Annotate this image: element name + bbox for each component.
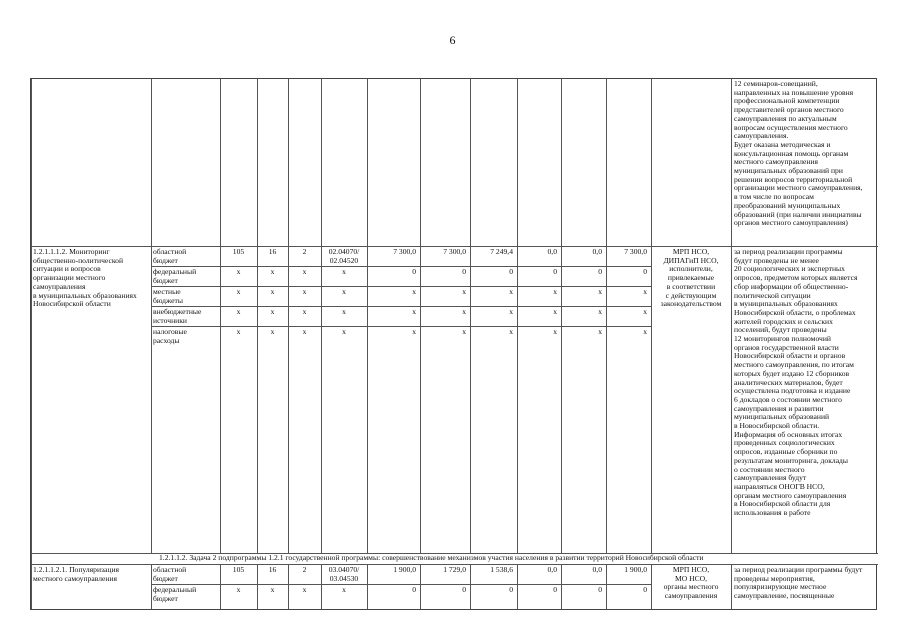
budget-cell: 0,0 — [592, 565, 602, 574]
page-number: 6 — [449, 33, 456, 47]
budget-cell: x — [412, 327, 416, 336]
col-divider — [257, 79, 258, 609]
measure2-result: за период реализации программы будут проведены мероприятия, популяризирующие местное самоуправление, посвященные — [734, 565, 863, 601]
funding-source: федеральный бюджет — [153, 267, 197, 285]
col-divider — [321, 79, 322, 609]
budget-cell: x — [553, 307, 557, 316]
col-divider — [470, 79, 471, 609]
budget-cell: x — [236, 327, 241, 336]
budget-cell: x — [270, 267, 275, 276]
budget-cell: x — [302, 287, 307, 296]
budget-cell: 03.04070/ 03.04530 — [328, 565, 360, 583]
budget-cell: 0 — [598, 267, 602, 276]
budget-cell: 105 — [232, 247, 245, 256]
budget-cell: x — [342, 307, 346, 316]
budget-cell: 7 249,4 — [490, 247, 513, 256]
budget-cell: x — [412, 307, 416, 316]
measure1-executors: МРП НСО, ДИПАГиП НСО, исполнители, привлекаемые в соответствии с действующим законодательством — [660, 247, 722, 309]
row-divider — [151, 306, 651, 307]
budget-cell: 0 — [462, 585, 466, 594]
budget-cell: x — [412, 287, 416, 296]
budget-cell: x — [462, 327, 466, 336]
row-divider — [151, 584, 651, 585]
budget-cell: x — [342, 327, 346, 336]
col-divider — [517, 79, 518, 609]
budget-cell: 1 900,0 — [624, 565, 647, 574]
budget-cell: x — [462, 287, 466, 296]
budget-cell: 0 — [598, 585, 602, 594]
budget-cell: x — [509, 287, 513, 296]
col-divider — [561, 79, 562, 609]
budget-cell: 0,0 — [592, 247, 602, 256]
budget-cell: x — [462, 307, 466, 316]
budget-cell: x — [236, 307, 241, 316]
budget-cell: x — [302, 327, 307, 336]
funding-source: налоговые расходы — [153, 327, 187, 345]
funding-source: областной бюджет — [153, 565, 187, 583]
budget-cell: 0 — [462, 267, 466, 276]
budget-cell: x — [236, 585, 241, 594]
budget-cell: 16 — [268, 247, 277, 256]
measure1-name: 1.2.1.1.1.2. Мониторинг общественно-политической ситуации и вопросов организации местного самоуправления в муниципальных образованиях Новосибирской области — [33, 247, 137, 309]
budget-cell: 0 — [412, 585, 416, 594]
budget-cell: x — [553, 287, 557, 296]
budget-cell: 0 — [553, 267, 557, 276]
budget-cell: x — [236, 267, 241, 276]
budget-cell: x — [342, 267, 346, 276]
budget-cell: x — [270, 307, 275, 316]
col-divider — [606, 79, 607, 609]
budget-cell: 0 — [509, 585, 513, 594]
col-divider — [651, 79, 652, 609]
budget-cell: x — [509, 307, 513, 316]
budget-cell: 0 — [509, 267, 513, 276]
budget-cell: x — [302, 585, 307, 594]
budget-cell: x — [342, 585, 346, 594]
measure2-name: 1.2.1.1.2.1. Популяризация местного самоуправления — [33, 565, 120, 583]
budget-cell: x — [598, 287, 602, 296]
budget-cell: 0 — [643, 585, 647, 594]
budget-cell: 1 538,6 — [490, 565, 513, 574]
col-divider — [31, 79, 32, 609]
funding-source: федеральный бюджет — [153, 585, 197, 603]
budget-cell: x — [643, 327, 647, 336]
budget-cell: 02.04070/ 02.04520 — [328, 247, 360, 265]
row-divider — [151, 326, 651, 327]
budget-cell: 1 900,0 — [393, 565, 416, 574]
budget-cell: 7 300,0 — [624, 247, 647, 256]
budget-cell: 0 — [553, 585, 557, 594]
budget-cell: x — [302, 267, 307, 276]
task-header: 1.2.1.1.2. Задача 2 подпрограммы 1.2.1 государственной программы: совершенствование механизмов участия населения в развитии территорий Новосибирской области — [159, 553, 704, 562]
row-divider — [151, 286, 651, 287]
measure2-executors: МРП НСО, МО НСО, органы местного самоуправления — [663, 565, 719, 601]
budget-cell: 105 — [232, 565, 245, 574]
measure1-result: за период реализации программы будут проведены не менее 20 социологических и экспертных опросов, предметом которых является сбор информации об общественно- политической ситуации в муниципальных образованиях Новосибирской области, о проблемах жителей городских и сельских поселений, будут проведены 12 мониторингов полномочий органов государственной власти Новосибирской области и органов местного самоуправления, по итогам которых будет издано 12 сборников аналитических материалов, будет осуществлена подготовка и издание 6 докладов о состоянии местного самоуправления и развитии муниципальных образований в Новосибирской области. Информация об основных итогах проведенных социологических опросов, изданные сборники по результатам мониторинга, доклады о состоянии местного самоуправления будут направляться ОНОГВ НСО, органам местного самоуправления в Новосибирской области для использования в работе — [734, 247, 858, 518]
col-divider — [731, 79, 732, 609]
budget-cell: 2 — [302, 247, 307, 256]
budget-cell: x — [509, 327, 513, 336]
budget-cell: 0,0 — [547, 565, 557, 574]
budget-cell: 0 — [412, 267, 416, 276]
funding-source: внебюджетные источники — [153, 307, 202, 325]
budget-cell: x — [598, 307, 602, 316]
col-divider — [367, 79, 368, 609]
col-divider — [420, 79, 421, 609]
budget-cell: x — [302, 307, 307, 316]
budget-cell: 16 — [268, 565, 277, 574]
col-divider — [151, 79, 152, 609]
budget-cell: x — [236, 287, 241, 296]
budget-cell: x — [270, 287, 275, 296]
budget-cell: 1 729,0 — [443, 565, 466, 574]
budget-cell: x — [342, 287, 346, 296]
funding-source: местные бюджеты — [153, 287, 183, 305]
budget-cell: x — [270, 585, 275, 594]
budget-cell: x — [598, 327, 602, 336]
col-divider — [288, 79, 289, 609]
budget-cell: 7 300,0 — [443, 247, 466, 256]
budget-cell: x — [270, 327, 275, 336]
budget-cell: 0,0 — [547, 247, 557, 256]
budget-cell: 7 300,0 — [393, 247, 416, 256]
budget-cell: x — [643, 287, 647, 296]
col-divider — [220, 79, 221, 609]
budget-cell: 0 — [643, 267, 647, 276]
budget-table — [30, 78, 877, 610]
budget-cell: 2 — [302, 565, 307, 574]
budget-cell: x — [553, 327, 557, 336]
funding-source: областной бюджет — [153, 247, 187, 265]
budget-cell: x — [643, 307, 647, 316]
row-divider — [151, 266, 651, 267]
top-block-result: 12 семинаров-совещаний, направленных на повышение уровня профессиональной компетенции представителей органов местного самоуправления по актуальным вопросам осуществления местного самоуправления. Будет оказана методическая и консультационная помощь органам местного самоуправления муниципальных образований при решении вопросов территориальной организации местного самоуправления, в том числе по вопросам преобразований муниципальных образований (при наличии инициативы органов местного самоуправления) — [734, 79, 863, 228]
